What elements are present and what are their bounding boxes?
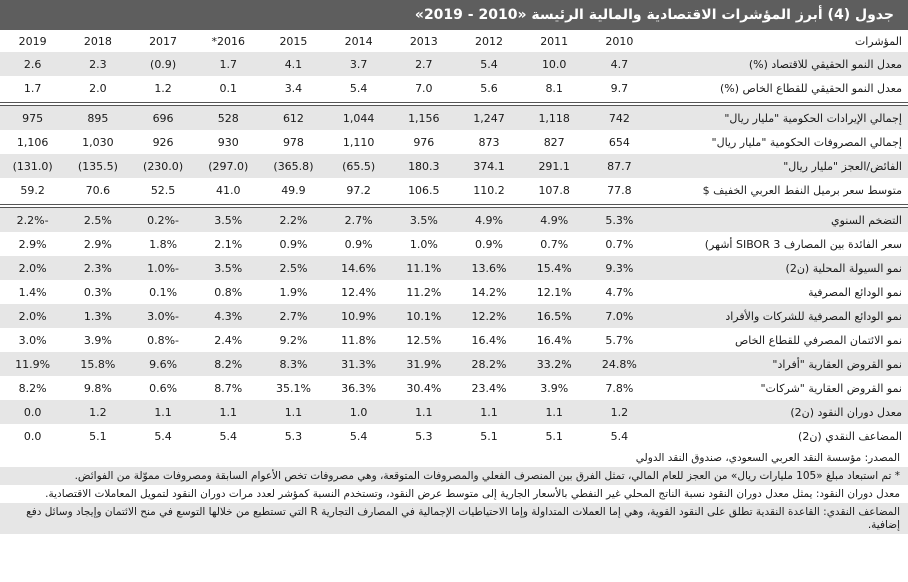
value-cell: 41.0 (216, 183, 241, 197)
value-cell: (135.5) (65, 154, 130, 178)
value-cell: 3.4 (284, 81, 303, 95)
value-cell: 742 (587, 106, 652, 130)
value-cell: 2.0% (0, 304, 65, 328)
value-cell: 16.5% (522, 304, 587, 328)
value-cell: 35.1% (275, 381, 311, 395)
row-label: إجمالي الإيرادات الحكومية "مليار ريال" (652, 106, 908, 130)
value-cell: 291.1 (522, 154, 587, 178)
year-header: 2017 (149, 34, 178, 48)
value-cell: 1.1 (456, 400, 521, 424)
value-cell: 59.2 (20, 183, 45, 197)
table-title: جدول (4) أبرز المؤشرات الاقتصادية والمالية الرئيسة «2010 - 2019» (0, 0, 908, 30)
value-cell: 5.4 (610, 429, 629, 443)
value-cell: 0.9% (344, 237, 373, 251)
value-cell: 528 (196, 106, 261, 130)
value-cell: 1,030 (82, 135, 114, 149)
value-cell: 14.6% (326, 256, 391, 280)
value-cell: 1.7 (23, 81, 42, 95)
value-cell: 7.0% (587, 304, 652, 328)
value-cell: 2.7 (391, 52, 456, 76)
row-label: نمو السيولة المحلية (ن2) (652, 256, 908, 280)
value-cell: 33.2% (522, 352, 587, 376)
value-cell: 2.7% (326, 208, 391, 232)
value-cell: 1.1 (391, 400, 456, 424)
value-cell: 4.9% (456, 208, 521, 232)
value-cell: -0.2% (130, 208, 195, 232)
value-cell: 0.9% (475, 237, 503, 251)
value-cell: 2.6 (0, 52, 65, 76)
header-row (0, 30, 908, 52)
value-cell: 36.3% (341, 381, 377, 395)
value-cell: 5.4 (456, 52, 521, 76)
value-cell: 0.7% (605, 237, 634, 251)
value-cell: 9.2% (279, 333, 308, 347)
table-row (0, 130, 908, 154)
value-cell: 31.3% (326, 352, 391, 376)
value-cell: 1,044 (326, 106, 391, 130)
value-cell: 10.1% (391, 304, 456, 328)
value-cell: 4.7% (605, 285, 634, 299)
value-cell: 926 (152, 135, 174, 149)
value-cell: 1.2 (65, 400, 130, 424)
value-cell: 3.7 (326, 52, 391, 76)
value-cell: 4.7 (587, 52, 652, 76)
value-cell: 107.8 (538, 183, 570, 197)
value-cell: 827 (543, 135, 565, 149)
value-cell: 3.5% (196, 256, 261, 280)
value-cell: 10.9% (326, 304, 391, 328)
value-cell: 5.4 (219, 429, 237, 443)
value-cell: 0.9% (279, 237, 308, 251)
value-cell: 1.4% (18, 285, 47, 299)
value-cell: 1,110 (342, 135, 375, 149)
table-row (0, 154, 908, 178)
value-cell: 15.8% (65, 352, 130, 376)
value-cell: 7.0 (415, 81, 433, 95)
value-cell: 0.1% (149, 285, 178, 299)
value-cell: 1.1 (130, 400, 195, 424)
table-row (0, 400, 908, 424)
value-cell: 24.8% (587, 352, 652, 376)
value-cell: (230.0) (130, 154, 195, 178)
value-cell: 0.3% (83, 285, 112, 299)
value-cell: 8.2% (18, 381, 47, 395)
year-header: 2015 (279, 34, 308, 48)
row-label: سعر الفائدة بين المصارف 3 SIBOR أشهر) (704, 237, 902, 251)
value-cell: 3.9% (83, 333, 112, 347)
year-header: 2016* (211, 34, 245, 48)
value-cell: 5.7% (605, 333, 634, 347)
value-cell: 97.2 (346, 183, 371, 197)
value-cell: 2.5% (65, 208, 130, 232)
value-cell: 978 (282, 135, 304, 149)
row-label: المضاعف النقدي (ن2) (798, 429, 902, 443)
table-row (0, 256, 908, 280)
footnote-deficit: * تم استبعاد مبلغ «105 مليارات ريال» من العجز للعام المالي، تمثل الفرق بين المنصرف الفعلي والمصروفات المتوقعة، وهي مصروفات تخص الأعوام السابقة ومصروفات مموّلة من الفوائض. (0, 467, 908, 485)
table-row (0, 178, 908, 202)
value-cell: 2.4% (214, 333, 243, 347)
year-header: 2010 (605, 34, 634, 48)
year-header: 2014 (344, 34, 373, 48)
value-cell: 110.2 (473, 183, 505, 197)
value-cell: 2.2% (261, 208, 326, 232)
source-note: المصدر: مؤسسة النقد العربي السعودي، صندوق النقد الدولي (635, 452, 900, 464)
value-cell: 2.3% (65, 256, 130, 280)
value-cell: 0.1 (219, 81, 237, 95)
value-cell: 0.8% (214, 285, 243, 299)
table-row (0, 76, 908, 100)
value-cell: 8.2% (196, 352, 261, 376)
value-cell: 77.8 (607, 183, 632, 197)
footnote-multiplier: المضاعف النقدي: القاعدة النقدية تطلق على النقود القوية، وهي إما العملات المتداولة وإما الاحتياطيات الإجمالية في المصارف التجارية R التي تستطيع من خلالها التوسع في منح الائتمان وإيجاد وسائل دفع إضافية. (0, 503, 908, 534)
notes-section (0, 448, 908, 534)
year-header: 2013 (409, 34, 438, 48)
value-cell: 3.0% (18, 333, 47, 347)
row-label: إجمالي المصروفات الحكومية "مليار ريال" (711, 135, 902, 149)
value-cell: 1.9% (279, 285, 308, 299)
value-cell: (65.5) (326, 154, 391, 178)
value-cell: 5.3% (587, 208, 652, 232)
value-cell: (365.8) (261, 154, 326, 178)
value-cell: 28.2% (456, 352, 521, 376)
row-label: معدل النمو الحقيقي للاقتصاد (%) (652, 52, 908, 76)
value-cell: 4.9% (522, 208, 587, 232)
value-cell: 14.2% (471, 285, 507, 299)
table-row (0, 280, 908, 304)
value-cell: 106.5 (408, 183, 440, 197)
value-cell: 49.9 (281, 183, 306, 197)
table-row (0, 208, 908, 232)
table-row (0, 304, 908, 328)
value-cell: 5.6 (480, 81, 498, 95)
value-cell: 873 (478, 135, 500, 149)
value-cell: 1.0 (326, 400, 391, 424)
value-cell: 23.4% (471, 381, 507, 395)
value-cell: 4.1 (261, 52, 326, 76)
value-cell: 612 (261, 106, 326, 130)
value-cell: 9.8% (83, 381, 112, 395)
value-cell: 930 (217, 135, 239, 149)
table-row (0, 232, 908, 256)
value-cell: 30.4% (406, 381, 442, 395)
value-cell: 654 (608, 135, 630, 149)
row-label: التضخم السنوي (652, 208, 908, 232)
value-cell: 11.2% (406, 285, 442, 299)
value-cell: 895 (65, 106, 130, 130)
value-cell: 12.5% (406, 333, 442, 347)
value-cell: 52.5 (150, 183, 176, 197)
value-cell: 2.0 (89, 81, 107, 95)
value-cell: 9.6% (130, 352, 195, 376)
value-cell: 374.1 (456, 154, 521, 178)
value-cell: 3.5% (196, 208, 261, 232)
divider-line (0, 204, 908, 208)
value-cell: 2.9% (18, 237, 47, 251)
value-cell: 1.0% (409, 237, 438, 251)
table-row (0, 424, 908, 448)
value-cell: 31.9% (391, 352, 456, 376)
value-cell: 9.7 (610, 81, 629, 95)
value-cell: 5.4 (349, 429, 368, 443)
value-cell: 5.4 (349, 81, 368, 95)
row-label: معدل دوران النقود (ن2) (652, 400, 908, 424)
table-row (0, 328, 908, 352)
value-cell: 9.3% (587, 256, 652, 280)
table-row (0, 352, 908, 376)
value-cell: 1.8% (149, 237, 178, 251)
value-cell: 8.3% (261, 352, 326, 376)
row-label: نمو الائتمان المصرفي للقطاع الخاص (734, 333, 902, 347)
value-cell: 11.1% (391, 256, 456, 280)
value-cell: 16.4% (471, 333, 507, 347)
table-row (0, 106, 908, 130)
year-header: 2012 (475, 34, 503, 48)
value-cell: 1.3% (65, 304, 130, 328)
value-cell: 0.0 (0, 400, 65, 424)
value-cell: -1.0% (130, 256, 195, 280)
value-cell: 87.7 (587, 154, 652, 178)
row-label: معدل النمو الحقيقي للقطاع الخاص (%) (719, 81, 902, 95)
value-cell: 2.9% (83, 237, 112, 251)
value-cell: (0.9) (130, 52, 195, 76)
value-cell: 975 (0, 106, 65, 130)
value-cell: 4.3% (196, 304, 261, 328)
value-cell: 1.2 (154, 81, 172, 95)
value-cell: 5.3 (284, 429, 303, 443)
value-cell: 70.6 (85, 183, 111, 197)
value-cell: 11.9% (0, 352, 65, 376)
value-cell: -2.2% (0, 208, 65, 232)
value-cell: 5.4 (154, 429, 172, 443)
value-cell: 0.7% (540, 237, 569, 251)
value-cell: 2.1% (214, 237, 243, 251)
year-header: 2019 (18, 34, 47, 48)
value-cell: 976 (413, 135, 435, 149)
value-cell: 1.1 (522, 400, 587, 424)
row-label: نمو القروض العقارية "أفراد" (652, 352, 908, 376)
value-cell: 12.4% (341, 285, 377, 299)
value-cell: 2.3 (65, 52, 130, 76)
row-label: نمو القروض العقارية "شركات" (760, 381, 902, 395)
value-cell: 12.2% (456, 304, 521, 328)
value-cell: 5.1 (89, 429, 107, 443)
value-cell: 16.4% (536, 333, 572, 347)
value-cell: -0.8% (147, 333, 180, 347)
value-cell: 15.4% (522, 256, 587, 280)
row-label: نمو الودائع المصرفية للشركات والأفراد (652, 304, 908, 328)
value-cell: (131.0) (0, 154, 65, 178)
value-cell: 2.5% (261, 256, 326, 280)
year-header: 2011 (540, 34, 569, 48)
year-header: 2018 (83, 34, 112, 48)
value-cell: 7.8% (605, 381, 634, 395)
row-label: نمو الودائع المصرفية (808, 285, 902, 299)
value-cell: (297.0) (196, 154, 261, 178)
indicators-table (0, 30, 908, 448)
value-cell: 10.0 (522, 52, 587, 76)
value-cell: 1.1 (196, 400, 261, 424)
value-cell: 2.7% (261, 304, 326, 328)
value-cell: 1.7 (196, 52, 261, 76)
value-cell: 3.5% (391, 208, 456, 232)
table-row (0, 376, 908, 400)
divider-line (0, 102, 908, 106)
value-cell: 180.3 (391, 154, 456, 178)
value-cell: 11.8% (341, 333, 377, 347)
value-cell: 8.1 (545, 81, 563, 95)
value-cell: 8.7% (214, 381, 243, 395)
value-cell: 1,106 (16, 135, 49, 149)
value-cell: 1,156 (391, 106, 456, 130)
value-cell: -3.0% (130, 304, 195, 328)
table-row (0, 52, 908, 76)
value-cell: 3.9% (540, 381, 569, 395)
header-label: المؤشرات (854, 34, 902, 48)
value-cell: 0.0 (23, 429, 42, 443)
value-cell: 5.1 (545, 429, 563, 443)
value-cell: 0.6% (149, 381, 178, 395)
value-cell: 2.0% (0, 256, 65, 280)
value-cell: 1.2 (587, 400, 652, 424)
value-cell: 1,247 (456, 106, 521, 130)
value-cell: 5.3 (415, 429, 433, 443)
value-cell: 5.1 (480, 429, 498, 443)
footnote-velocity: معدل دوران النقود: يمثل معدل دوران النقود نسبة الناتج المحلي غير النفطي بالأسعار الجارية إلى متوسط عرض النقود، وتستخدم النسبة كمؤشر لعدد مرات دوران النقود لتمويل المعاملات الاقتصادية. (45, 488, 900, 500)
value-cell: 1,118 (522, 106, 587, 130)
row-label: الفائض/العجز "مليار ريال" (652, 154, 908, 178)
value-cell: 13.6% (456, 256, 521, 280)
value-cell: 1.1 (261, 400, 326, 424)
value-cell: 696 (130, 106, 195, 130)
row-label: متوسط سعر برميل النفط العربي الخفيف $ (702, 183, 902, 197)
value-cell: 12.1% (536, 285, 572, 299)
